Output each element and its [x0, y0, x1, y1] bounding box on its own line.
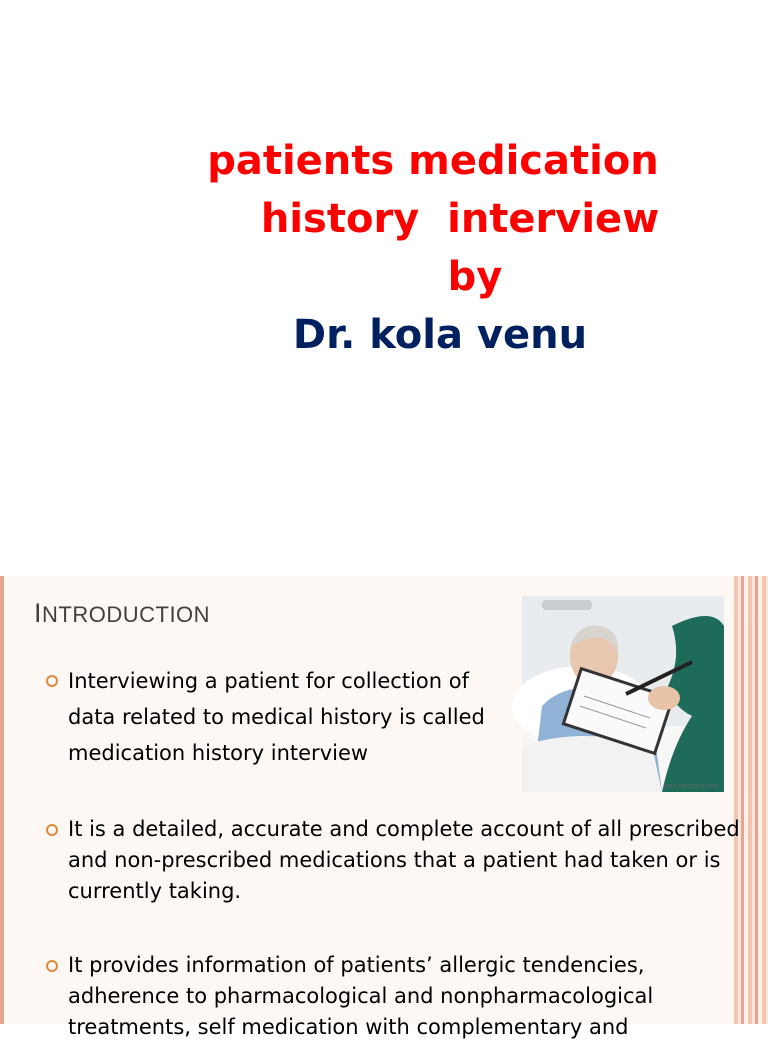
bullet-marker-icon: [46, 675, 58, 687]
heading-rest: NTRODUCTION: [42, 602, 211, 627]
bullet-item-2: It is a detailed, accurate and complete account of all prescribed and non-prescribed medications that a patient had taken or is currently taking.: [68, 817, 740, 903]
left-border: [0, 576, 4, 1024]
bullet-item-3: It provides information of patients’ allergic tendencies, adherence to pharmacological and nonpharmacological treatments, self medication with complementary and: [68, 953, 654, 1039]
bullet-item-1: Interviewing a patient for collection of data related to medical history is called medication history interview: [68, 669, 485, 765]
bullet-marker-icon: [46, 824, 58, 836]
title-line-2: history interview: [260, 196, 660, 242]
author-name: Dr. kola venu: [292, 312, 588, 358]
title-line-3: by: [447, 254, 503, 300]
introduction-slide: [0, 576, 768, 1039]
heading-initial: I: [34, 598, 43, 628]
slide-heading: [34, 598, 210, 629]
nurse-patient-illustration: [522, 596, 724, 792]
patient-photo: [522, 596, 724, 792]
photo-credit: SHUTTERSTOCK.COM: [664, 784, 718, 790]
title-block: [160, 132, 720, 364]
bullet-marker-icon: [46, 960, 58, 972]
title-line-1: patients medication: [207, 138, 659, 184]
